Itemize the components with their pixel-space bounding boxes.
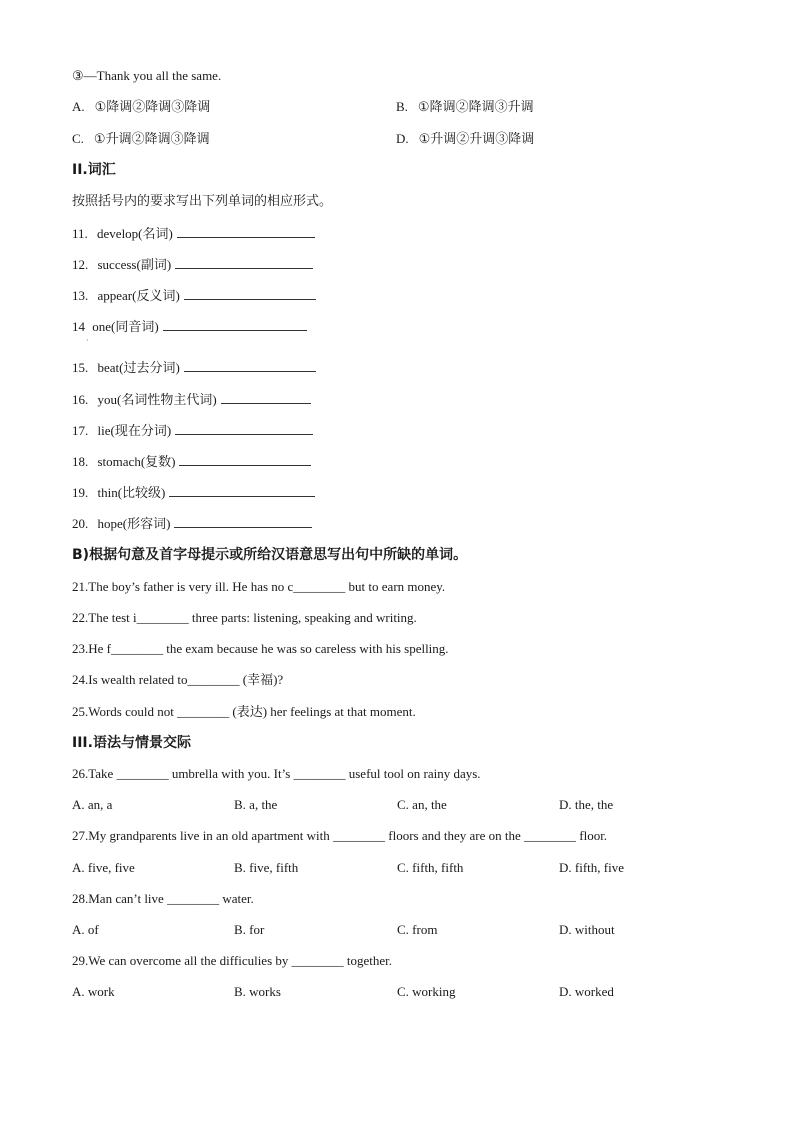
vocab-item — [72, 515, 312, 532]
item-number: 16. — [72, 392, 89, 407]
vocab-item — [72, 287, 316, 304]
item-number: 18. — [72, 454, 89, 469]
section-vocabulary-title: II.词汇 — [72, 162, 116, 178]
fill-item: 23.He f________ the exam because he was so careless with his spelling. — [72, 641, 449, 656]
option-b[interactable]: B. five, fifth — [234, 860, 299, 875]
vocab-item — [72, 391, 311, 408]
option-text: ①降调②降调③升调 — [417, 99, 534, 114]
item-word: stomach(复数) — [97, 454, 176, 469]
option-text: ①升调②升调③降调 — [418, 131, 535, 146]
option-b[interactable]: B. for — [234, 922, 265, 937]
option-letter: A. — [72, 99, 85, 114]
answer-blank[interactable] — [163, 318, 307, 331]
option-c[interactable]: C. from — [397, 922, 438, 937]
option-d[interactable]: D. worked — [559, 984, 614, 999]
item-word: hope(形容词) — [97, 516, 171, 531]
vocab-item — [72, 256, 313, 273]
section-grammar-title: III.语法与情景交际 — [72, 735, 191, 751]
option-text: ①降调②降调③降调 — [94, 99, 211, 114]
item-number: 13. — [72, 288, 89, 303]
question-stem: 27.My grandparents live in an old apartment with ________ floors and they are on the ________ floor. — [72, 828, 608, 843]
fill-item: 24.Is wealth related to________ (幸福)? — [72, 672, 284, 687]
item-number: 11. — [72, 226, 88, 241]
item-word: develop(名词) — [97, 226, 173, 241]
option-letter: D. — [396, 131, 409, 146]
item-word: success(副词) — [97, 257, 172, 272]
q10-option-b — [396, 99, 534, 115]
option-d[interactable]: D. the, the — [559, 797, 614, 812]
answer-blank[interactable] — [175, 422, 313, 435]
item-number: 14 — [72, 319, 85, 334]
answer-blank[interactable] — [174, 515, 312, 528]
item-number: 15. — [72, 360, 89, 375]
item-number: 20. — [72, 516, 89, 531]
vocab-item — [72, 453, 311, 470]
vocab-item — [72, 318, 307, 335]
section-b-title: B)根据句意及首字母提示或所给汉语意思写出句中所缺的单词。 — [72, 547, 468, 563]
item-word: thin(比较级) — [97, 485, 166, 500]
option-d[interactable]: D. without — [559, 922, 615, 937]
stray-mark: · — [86, 336, 89, 345]
question-stem: 29.We can overcome all the difficulies by ________ together. — [72, 953, 393, 968]
fill-item: 21.The boy’s father is very ill. He has no c________ but to earn money. — [72, 579, 446, 594]
item-word: one(同音词) — [92, 319, 159, 334]
fill-item: 22.The test i________ three parts: listening, speaking and writing. — [72, 610, 417, 625]
vocab-item — [72, 484, 315, 501]
option-a[interactable]: A. of — [72, 922, 99, 937]
answer-blank[interactable] — [184, 359, 316, 372]
answer-blank[interactable] — [175, 256, 313, 269]
item-word: you(名词性物主代词) — [97, 392, 217, 407]
option-a[interactable]: A. an, a — [72, 797, 113, 812]
vocab-item — [72, 422, 313, 439]
vocab-item — [72, 225, 315, 242]
vocab-item — [72, 359, 316, 376]
option-c[interactable]: C. fifth, fifth — [397, 860, 464, 875]
answer-blank[interactable] — [184, 287, 316, 300]
q10-option-d — [396, 131, 534, 147]
option-d[interactable]: D. fifth, five — [559, 860, 624, 875]
q10-option-a — [72, 99, 210, 115]
option-letter: B. — [396, 99, 408, 114]
item-word: lie(现在分词) — [97, 423, 172, 438]
option-letter: C. — [72, 131, 84, 146]
question-stem: 28.Man can’t live ________ water. — [72, 891, 254, 906]
option-c[interactable]: C. working — [397, 984, 456, 999]
item-word: beat(过去分词) — [97, 360, 180, 375]
answer-blank[interactable] — [179, 453, 311, 466]
item-number: 17. — [72, 423, 89, 438]
option-a[interactable]: A. five, five — [72, 860, 135, 875]
item-word: appear(反义词) — [97, 288, 180, 303]
option-text: ①升调②降调③降调 — [93, 131, 210, 146]
fill-item: 25.Words could not ________ (表达) her feelings at that moment. — [72, 704, 416, 719]
option-b[interactable]: B. a, the — [234, 797, 278, 812]
answer-blank[interactable] — [177, 225, 315, 238]
answer-blank[interactable] — [221, 391, 311, 404]
item-number: 19. — [72, 485, 89, 500]
answer-blank[interactable] — [169, 484, 315, 497]
option-b[interactable]: B. works — [234, 984, 281, 999]
option-c[interactable]: C. an, the — [397, 797, 447, 812]
q10-option-c — [72, 131, 210, 147]
question-stem: 26.Take ________ umbrella with you. It’s ________ useful tool on rainy days. — [72, 766, 481, 781]
q10-line3: ③—Thank you all the same. — [72, 68, 222, 83]
section-vocabulary-instruction: 按照括号内的要求写出下列单词的相应形式。 — [72, 193, 333, 208]
item-number: 12. — [72, 257, 89, 272]
option-a[interactable]: A. work — [72, 984, 115, 999]
